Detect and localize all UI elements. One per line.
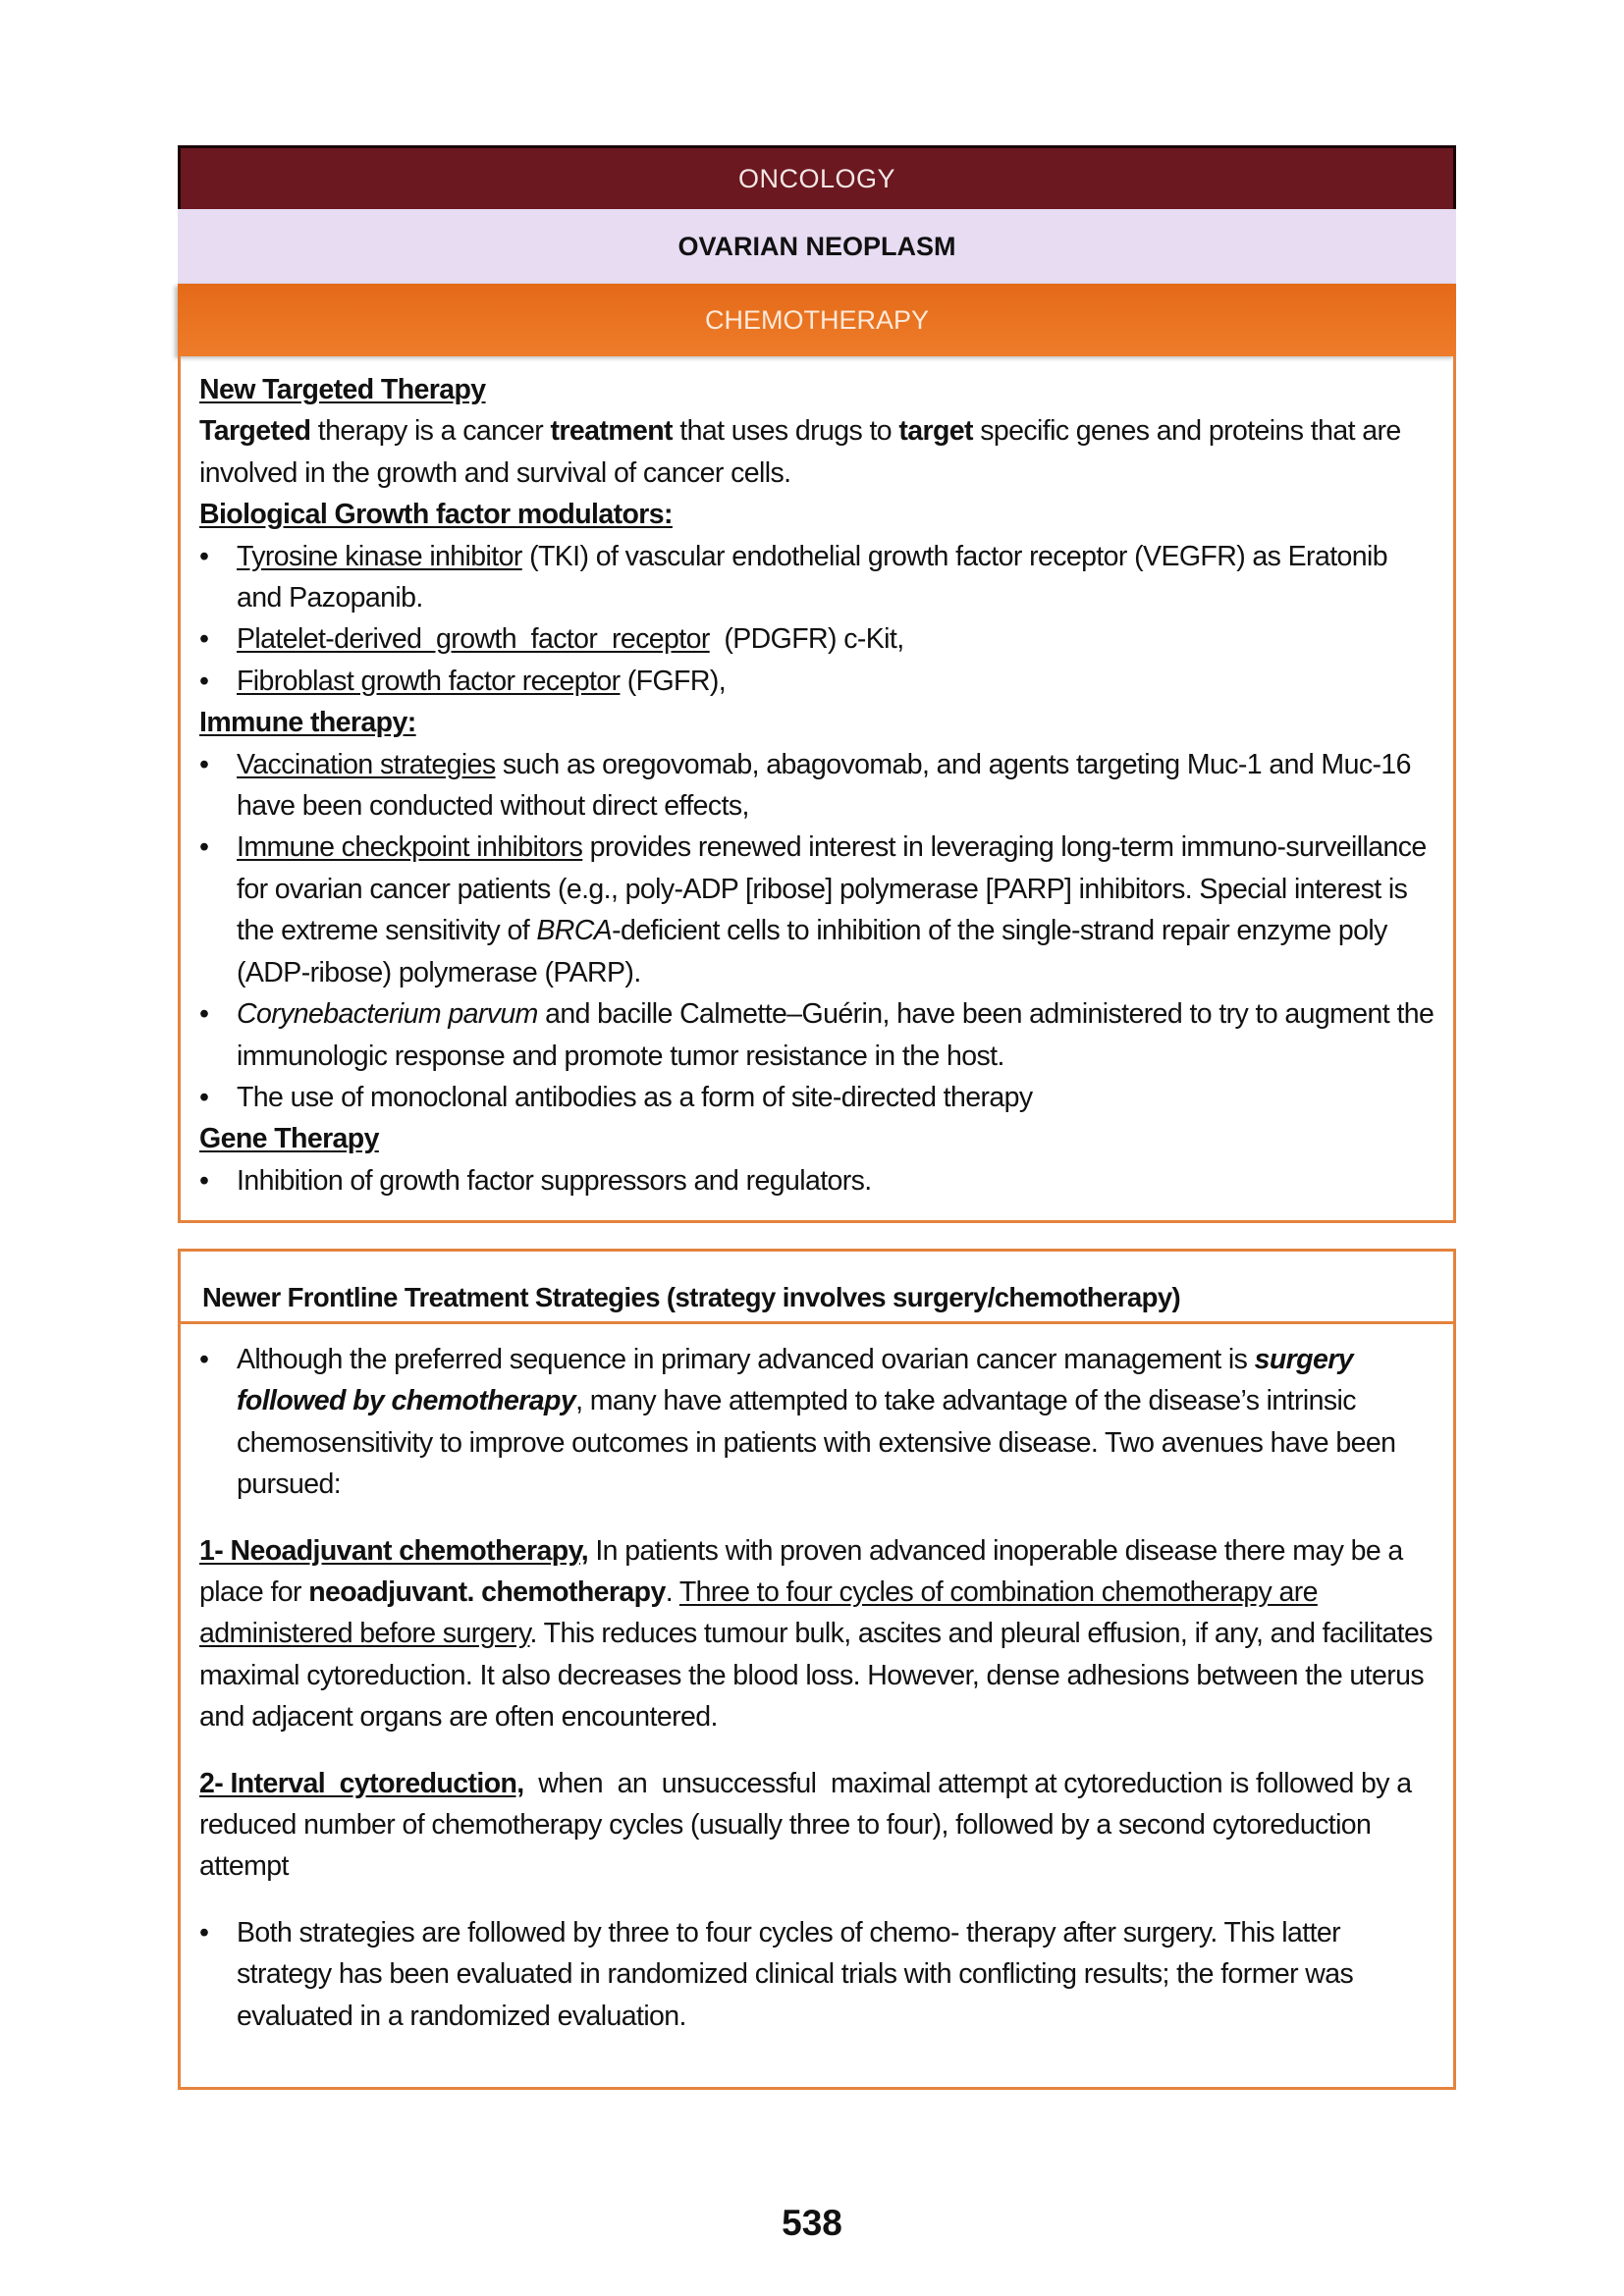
section-title: ONCOLOGY [737, 163, 896, 193]
list-item: • Corynebacterium parvum and bacille Calmette–Guérin, have been administered to try to augment the immunologic response and promote tumor resistance in the host. [199, 993, 1436, 1077]
closing-list [199, 1912, 1436, 2037]
list-item: • Although the preferred sequence in primary advanced ovarian cancer management is surgery followed by chemotherapy, many have attempted to take advantage of the disease’s intrinsic chemosensitivity to improve outcomes in patients with extensive disease. Two avenues have been pursued: [199, 1339, 1436, 1506]
subtopic-title: CHEMOTHERAPY [704, 304, 930, 335]
immune-therapy-list [199, 744, 1436, 1119]
interval-cytoreduction-paragraph: 2- Interval cytoreduction, when an unsuccessful maximal attempt at cytoreduction is followed by a reduced number of chemotherapy cycles (usually three to four), followed by a second cytoreduction attempt [199, 1767, 1419, 1883]
frontline-strategies-content [199, 1339, 1436, 2037]
box-heading: Newer Frontline Treatment Strategies (strategy involves surgery/chemotherapy) [202, 1282, 1181, 1312]
list-item: • Immune checkpoint inhibitors provides renewed interest in leveraging long-term immuno-surveillance for ovarian cancer patients (e.g., poly-ADP [ribose] polymerase [PARP] inhibitors. Special interest is the extreme sensitivity of BRCA-deficient cells to inhibition of the single-strand repair enzyme poly (ADP-ribose) polymerase (PARP). [199, 827, 1436, 993]
subheading-gene-therapy: Gene Therapy [199, 1123, 379, 1155]
growth-modulator-list [199, 536, 1436, 703]
list-item: • Both strategies are followed by three to four cycles of chemo- therapy after surgery. This latter strategy has been evaluated in randomized clinical trials with conflicting results; the former was evaluated in a randomized evaluation. [199, 1912, 1436, 2037]
subtopic-banner [178, 284, 1456, 356]
box-title-bar [181, 1252, 1453, 1324]
box-heading: New Targeted Therapy [199, 374, 486, 405]
page-header [178, 145, 1456, 356]
list-item: • Platelet-derived growth factor receptor (PDGFR) c-Kit, [199, 618, 1436, 660]
intro-list [199, 1339, 1436, 1506]
section-banner [178, 145, 1456, 209]
gene-therapy-list [199, 1160, 1436, 1201]
targeted-therapy-content [199, 369, 1436, 1201]
list-item: • The use of monoclonal antibodies as a form of site-directed therapy [199, 1077, 1436, 1118]
subheading-immune-therapy: Immune therapy: [199, 707, 416, 739]
topic-title: OVARIAN NEOPLASM [677, 231, 956, 261]
topic-banner [178, 209, 1456, 284]
list-item: • Tyrosine kinase inhibitor (TKI) of vascular endothelial growth factor receptor (VEGFR) as Eratonib and Pazopanib. [199, 536, 1436, 619]
subheading-growth-modulators: Biological Growth factor modulators: [199, 499, 673, 531]
page-number: 538 [782, 2203, 842, 2243]
list-item: • Vaccination strategies such as oregovomab, abagovomab, and agents targeting Muc-1 and Muc-16 have been conducted without direct effects, [199, 744, 1436, 828]
list-item: • Fibroblast growth factor receptor (FGFR), [199, 661, 1436, 702]
intro-paragraph: Targeted therapy is a cancer treatment that uses drugs to target specific genes and proteins that are involved in the growth and survival of cancer cells. [199, 415, 1401, 489]
list-item: • Inhibition of growth factor suppressors and regulators. [199, 1160, 1436, 1201]
neoadjuvant-paragraph: 1- Neoadjuvant chemotherapy, In patients with proven advanced inoperable disease there may be a place for neoadjuvant. chemotherapy. Three to four cycles of combination chemotherapy are administered before surgery. This reduces tumour bulk, ascites and pleural effusion, if any, and facilitates maximal cytoreduction. It also decreases the blood loss. However, dense adhesions between the uterus and adjacent organs are often encountered. [199, 1534, 1433, 1734]
